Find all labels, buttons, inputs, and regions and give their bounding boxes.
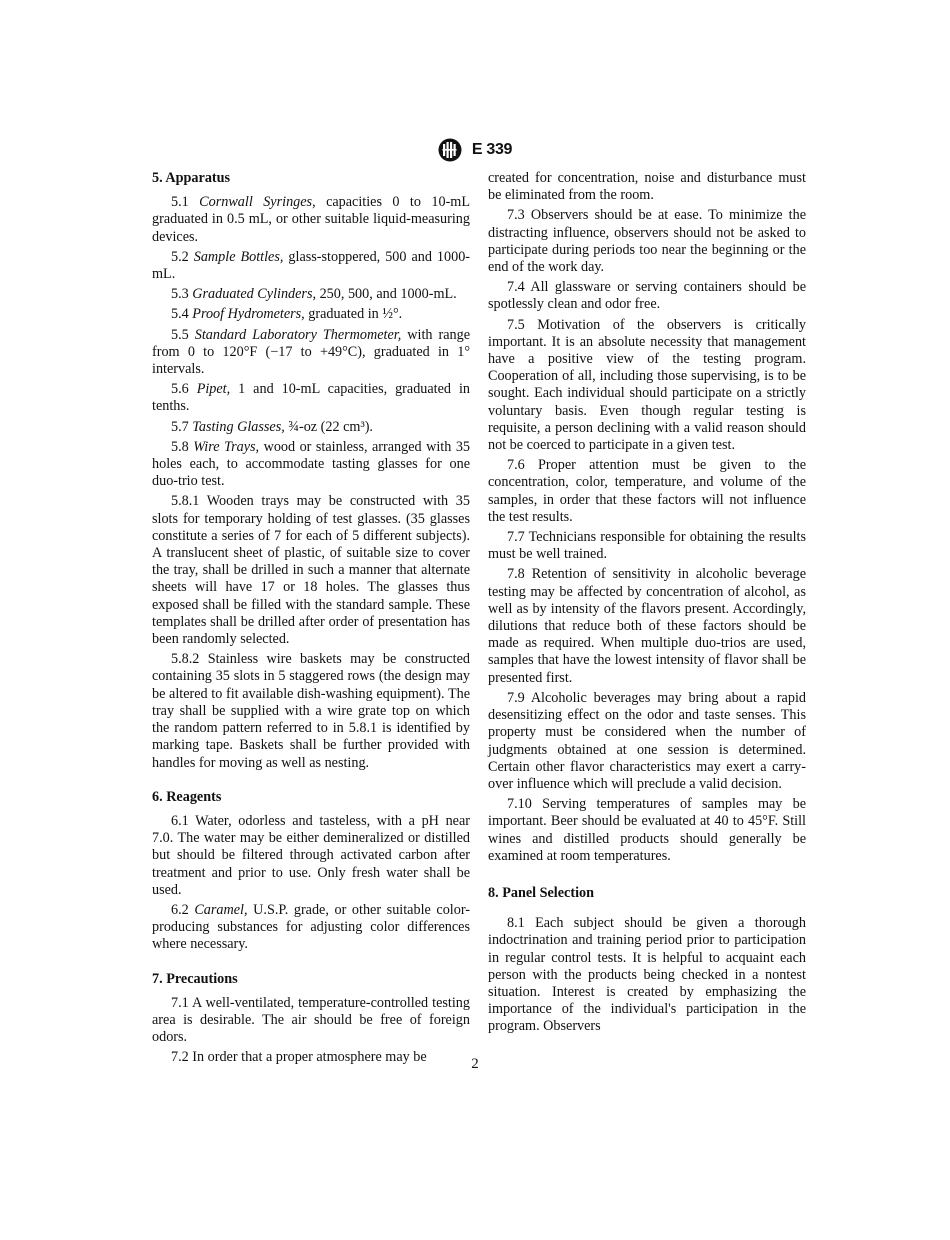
paragraph: 7.7 Technicians responsible for obtaining the results must be well trained. [488, 529, 806, 563]
paragraph: 7.1 A well-ventilated, temperature-controlled testing area is desirable. The air should be free of foreign odors. [152, 994, 470, 1046]
paragraph: 7.3 Observers should be at ease. To minimize the distracting influence, observers should not be asked to participate during periods too near the beginning or the end of the work day. [488, 207, 807, 276]
paragraph: 5.1 Cornwall Syringes, capacities 0 to 10-mL graduated in 0.5 mL, or other suitable liquid-measuring devices. [152, 194, 471, 245]
paragraph: 7.6 Proper attention must be given to the concentration, color, temperature, and volume of the samples, in order that these factors will not influence the test results. [488, 457, 807, 525]
paragraph: 5.5 Standard Laboratory Thermometer, with range from 0 to 120°F (−17 to +49°C), graduated in 1° intervals. [152, 326, 471, 378]
paragraph: 6.2 Caramel, U.S.P. grade, or other suitable color-producing substances for adjusting color differences where necessary. [152, 901, 471, 953]
section-heading: 8. Panel Selection [488, 884, 594, 901]
document-number: E 339 [471, 141, 513, 158]
paragraph: 5.6 Pipet, 1 and 10-mL capacities, graduated in tenths. [152, 381, 471, 415]
astm-logo-icon [438, 138, 462, 162]
paragraph: 5.8.1 Wooden trays may be constructed with 35 slots for temporary holding of test glasses. (35 glasses constitute a series of 7 for each of 5 different subjects). A translucent sheet of plastic, of suitable size to cover the tray, shall be drilled in such a manner that alternate sheets will have 17 or 18 holes. The glasses thus exposed shall be filled with the standard sample. These templates shall be drilled after order of presentation has been randomly selected. [152, 493, 470, 648]
paragraph: 5.8 Wire Trays, wood or stainless, arranged with 35 holes each, to accommodate tasting glasses for one duo-trio test. [152, 438, 471, 490]
paragraph: 6.1 Water, odorless and tasteless, with a pH near 7.0. The water may be either demineralized or distilled but should be filtered through activated carbon after treatment and prior to use. Only fresh water shall be used. [152, 812, 470, 898]
paragraph: 7.10 Serving temperatures of samples may be important. Beer should be evaluated at 40 to 45°F. Still wines and distilled products should generally be examined at room temperatures. [488, 796, 807, 864]
paragraph: 5.7 Tasting Glasses, ¾-oz (22 cm³). [171, 418, 373, 435]
paragraph: 7.2 In order that a proper atmosphere may be [171, 1049, 427, 1066]
paragraph: 5.8.2 Stainless wire baskets may be constructed containing 35 slots in 5 staggered rows (the design may be altered to fit available dish-washing equipment). The tray shall be supplied with a wire grate top on which the random pattern referred to in 5.8.1 is identified by marking tape. Baskets shall be further provided with handles for moving as well as nesting. [152, 651, 471, 771]
paragraph: 5.3 Graduated Cylinders, 250, 500, and 1000-mL. [171, 286, 457, 303]
section-heading: 5. Apparatus [152, 170, 231, 186]
paragraph: 7.5 Motivation of the observers is critically important. It is an absolute necessity that management have a positive view of the testing program. Cooperation of all, including those supervising, is to be sought. Each individual should participate on a strictly voluntary basis. Even though regular testing is requisite, a person declining with a valid reason should not be coerced to participate in a given test. [488, 316, 806, 454]
page-number: 2 [471, 1056, 479, 1072]
paragraph: 7.8 Retention of sensitivity in alcoholic beverage testing may be affected by concentration of alcohol, as well as by intensity of the flavors present. Accordingly, dilutions that reduce both of these factors should be made as required. When multiple duo-trios are used, samples that have the lowest intensity of flavor shall be presented first. [488, 566, 806, 686]
section-heading: 7. Precautions [152, 970, 238, 987]
paragraph: 7.9 Alcoholic beverages may bring about a rapid desensitizing effect on the odor and taste senses. This property must be considered when the number of judgments obtained at one session is determined. Certain other flavor characteristics may exert a carry-over influence which will preclude a valid decision. [488, 689, 806, 792]
paragraph: 5.2 Sample Bottles, glass-stoppered, 500 and 1000-mL. [152, 248, 471, 283]
right-column [488, 170, 806, 1039]
section-heading: 6. Reagents [152, 788, 222, 805]
paragraph: 5.4 Proof Hydrometers, graduated in ½°. [171, 306, 403, 323]
paragraph: 7.4 All glassware or serving containers should be spotlessly clean and odor free. [488, 279, 806, 313]
left-column [152, 170, 470, 1070]
paragraph-continuation: created for concentration, noise and disturbance must be eliminated from the room. [488, 170, 806, 204]
page-header [0, 138, 950, 162]
paragraph: 8.1 Each subject should be given a thorough indoctrination and training period prior to participation in regular control tests. It is helpful to acquaint each person with the products being checked in a nontest situation. Interest is created by emphasizing the importance of the individual's participation in the program. Observers [488, 915, 806, 1035]
